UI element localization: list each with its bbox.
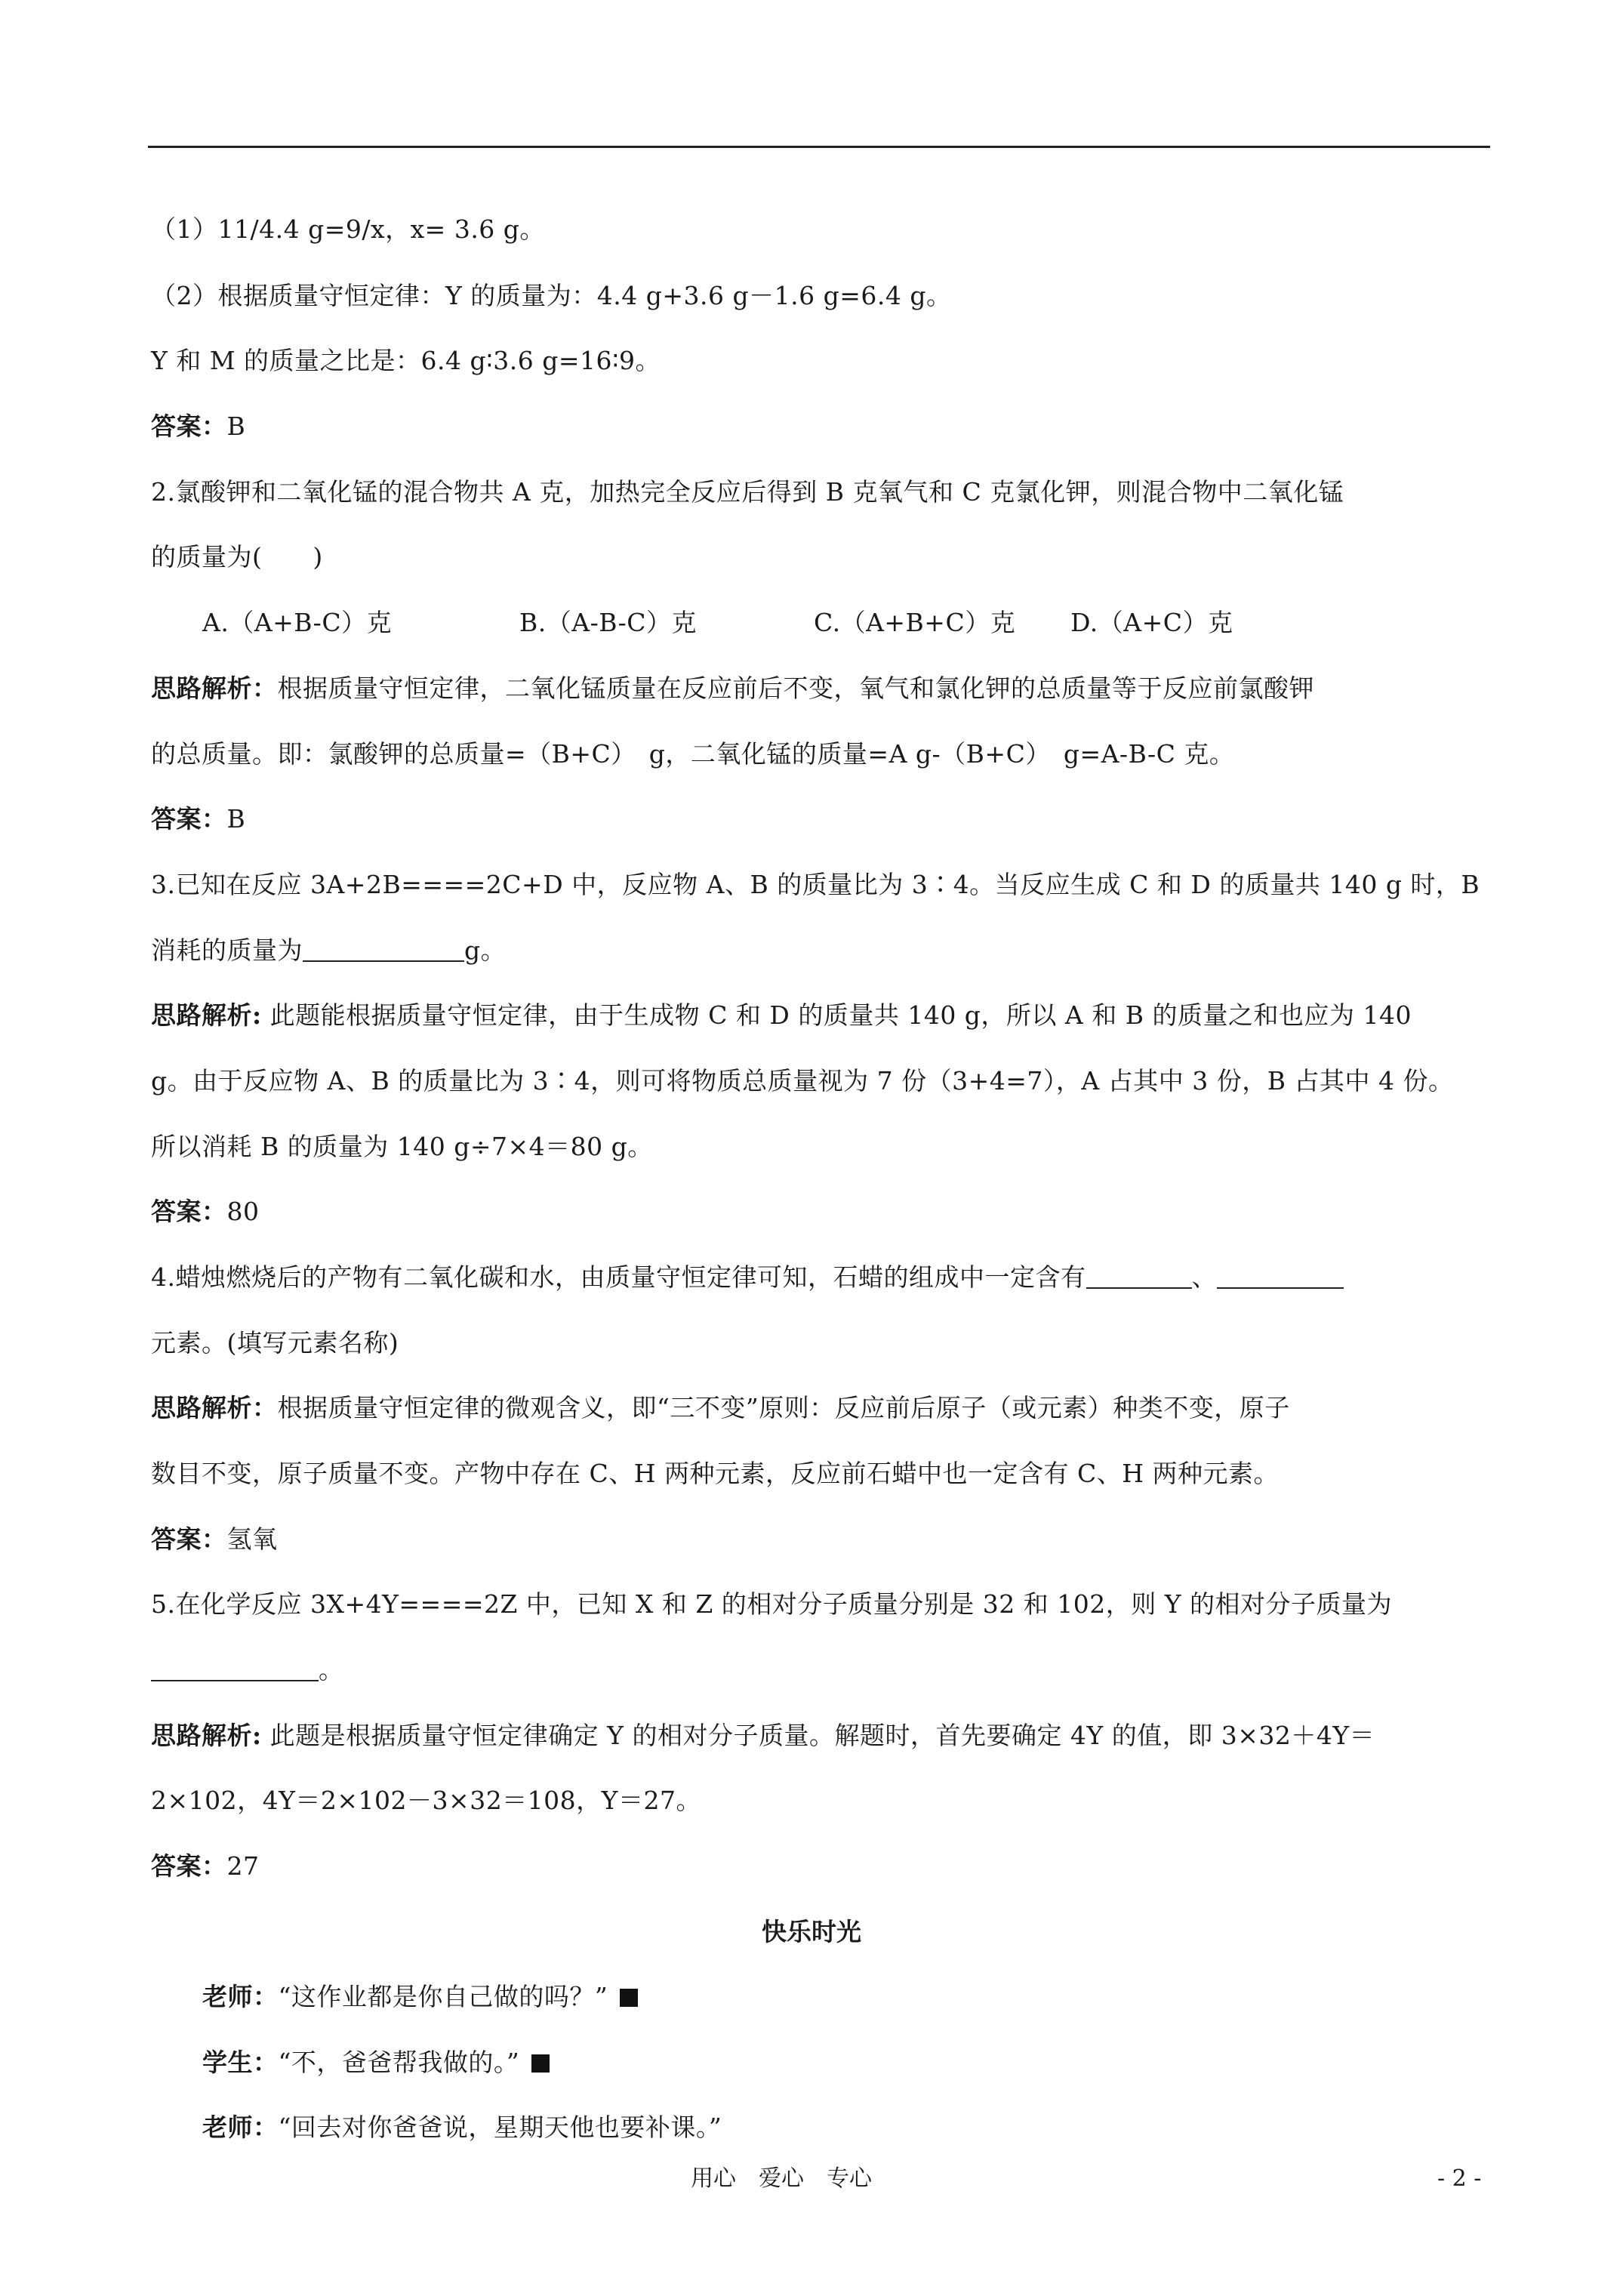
question-2-line-2: 的质量为( ) — [151, 542, 323, 572]
joke-line-3 — [202, 2111, 722, 2144]
answer-1 — [151, 410, 245, 443]
solution-4-line-1 — [151, 1391, 1290, 1425]
question-text: 、 — [1191, 1262, 1217, 1292]
solution-3-line-1 — [151, 999, 1412, 1032]
page-number: - 2 - — [1437, 2165, 1482, 2192]
answer-label: 答案： — [151, 804, 227, 834]
speaker-label: 老师： — [202, 1982, 279, 2011]
answer-blank — [151, 1657, 319, 1681]
option-c: C.（A+B+C）克 — [814, 608, 1016, 637]
solution-3-line-3: 所以消耗 B 的质量为 140 g÷7×4＝80 g。 — [151, 1132, 653, 1161]
solution-ratio: Y 和 M 的质量之比是：6.4 g∶3.6 g=16∶9。 — [151, 346, 661, 375]
header-rule — [148, 146, 1490, 148]
question-5-line-1: 5.在化学反应 3X+4Y====2Z 中，已知 X 和 Z 的相对分子质量分别是 32 和 102，则 Y 的相对分子质量为 — [151, 1589, 1393, 1619]
solution-5-line-2: 2×102，4Y＝2×102－3×32＝108，Y＝27。 — [151, 1786, 701, 1815]
solution-label: 思路解析: — [151, 1000, 262, 1030]
answer-label: 答案： — [151, 1524, 227, 1554]
solution-text: 根据质量守恒定律的微观含义，即“三不变”原则：反应前后原子（或元素）种类不变，原子 — [277, 1393, 1290, 1422]
answer-blank — [1086, 1265, 1192, 1289]
question-3-line-2 — [151, 934, 506, 967]
solution-text: 此题是根据质量守恒定律确定 Y 的相对分子质量。解题时，首先要确定 4Y 的值，即 3×32＋4Y＝ — [261, 1721, 1375, 1750]
question-text: g。 — [464, 935, 507, 965]
speech-text: “回去对你爸爸说，星期天他也要补课。” — [278, 2113, 722, 2142]
answer-label: 答案： — [151, 1197, 227, 1226]
answer-label: 答案： — [151, 1851, 227, 1881]
answer-blank — [303, 938, 464, 962]
question-5-line-2 — [151, 1653, 344, 1687]
solution-5-line-1 — [151, 1719, 1375, 1752]
option-a: A.（A+B-C）克 — [202, 608, 393, 637]
footer-motto: 用心 爱心 专心 — [691, 2165, 872, 2192]
joke-line-2 — [202, 2046, 550, 2079]
question-4-line-1 — [151, 1261, 1344, 1294]
solution-2-line-1 — [151, 672, 1314, 705]
solution-step-1: （1）11/4.4 g=9/x，x= 3.6 g。 — [151, 214, 545, 244]
joke-title: 快乐时光 — [762, 1917, 861, 1946]
answer-label: 答案： — [151, 411, 227, 441]
question-text: 4.蜡烛燃烧后的产物有二氧化碳和水，由质量守恒定律可知，石蜡的组成中一定含有 — [151, 1262, 1086, 1292]
option-b: B.（A-B-C）克 — [519, 608, 697, 637]
solution-3-line-2: g。由于反应物 A、B 的质量比为 3∶4，则可将物质总质量视为 7 份（3+4=7），A 占其中 3 份，B 占其中 4 份。 — [151, 1066, 1454, 1096]
answer-value: B — [226, 411, 246, 441]
solution-label: 思路解析： — [151, 1393, 278, 1422]
solution-text: 根据质量守恒定律，二氧化锰质量在反应前后不变，氧气和氯化钾的总质量等于反应前氯酸钾 — [277, 673, 1314, 703]
answer-value: 80 — [226, 1197, 260, 1226]
question-text: 消耗的质量为 — [151, 935, 303, 965]
option-d: D.（A+C）克 — [1070, 608, 1233, 637]
answer-5 — [151, 1850, 260, 1883]
solution-label: 思路解析: — [151, 1721, 262, 1750]
question-text: 。 — [319, 1655, 344, 1684]
answer-3 — [151, 1195, 260, 1228]
square-marker-icon — [620, 1989, 638, 2007]
speech-text: “这作业都是你自己做的吗？” — [278, 1982, 608, 2011]
solution-4-line-2: 数目不变，原子质量不变。产物中存在 C、H 两种元素，反应前石蜡中也一定含有 C、H 两种元素。 — [151, 1459, 1280, 1488]
speech-text: “不，爸爸帮我做的。” — [278, 2048, 520, 2077]
square-marker-icon — [531, 2054, 550, 2073]
joke-line-1 — [202, 1980, 638, 2014]
speaker-label: 老师： — [202, 2113, 279, 2142]
answer-2 — [151, 803, 245, 836]
answer-value: B — [226, 804, 246, 834]
speaker-label: 学生： — [202, 2048, 279, 2077]
question-3-line-1: 3.已知在反应 3A+2B====2C+D 中，反应物 A、B 的质量比为 3∶4。当反应生成 C 和 D 的质量共 140 g 时，B — [151, 870, 1480, 899]
answer-4 — [151, 1523, 278, 1556]
question-2-line-1: 2.氯酸钾和二氧化锰的混合物共 A 克，加热完全反应后得到 B 克氧气和 C 克氯化钾，则混合物中二氧化锰 — [151, 477, 1344, 507]
answer-value: 27 — [226, 1851, 260, 1881]
question-2-options — [202, 606, 1233, 639]
solution-label: 思路解析： — [151, 673, 278, 703]
question-4-line-2: 元素。(填写元素名称) — [151, 1328, 399, 1358]
solution-step-2: （2）根据质量守恒定律：Y 的质量为：4.4 g+3.6 g－1.6 g=6.4 g。 — [151, 281, 952, 310]
solution-2-line-2: 的总质量。即：氯酸钾的总质量=（B+C） g，二氧化锰的质量=A g-（B+C） g=A-B-C 克。 — [151, 739, 1235, 769]
answer-blank — [1217, 1265, 1344, 1289]
solution-text: 此题能根据质量守恒定律，由于生成物 C 和 D 的质量共 140 g，所以 A 和 B 的质量之和也应为 140 — [261, 1000, 1412, 1030]
answer-value: 氢氧 — [226, 1524, 278, 1554]
